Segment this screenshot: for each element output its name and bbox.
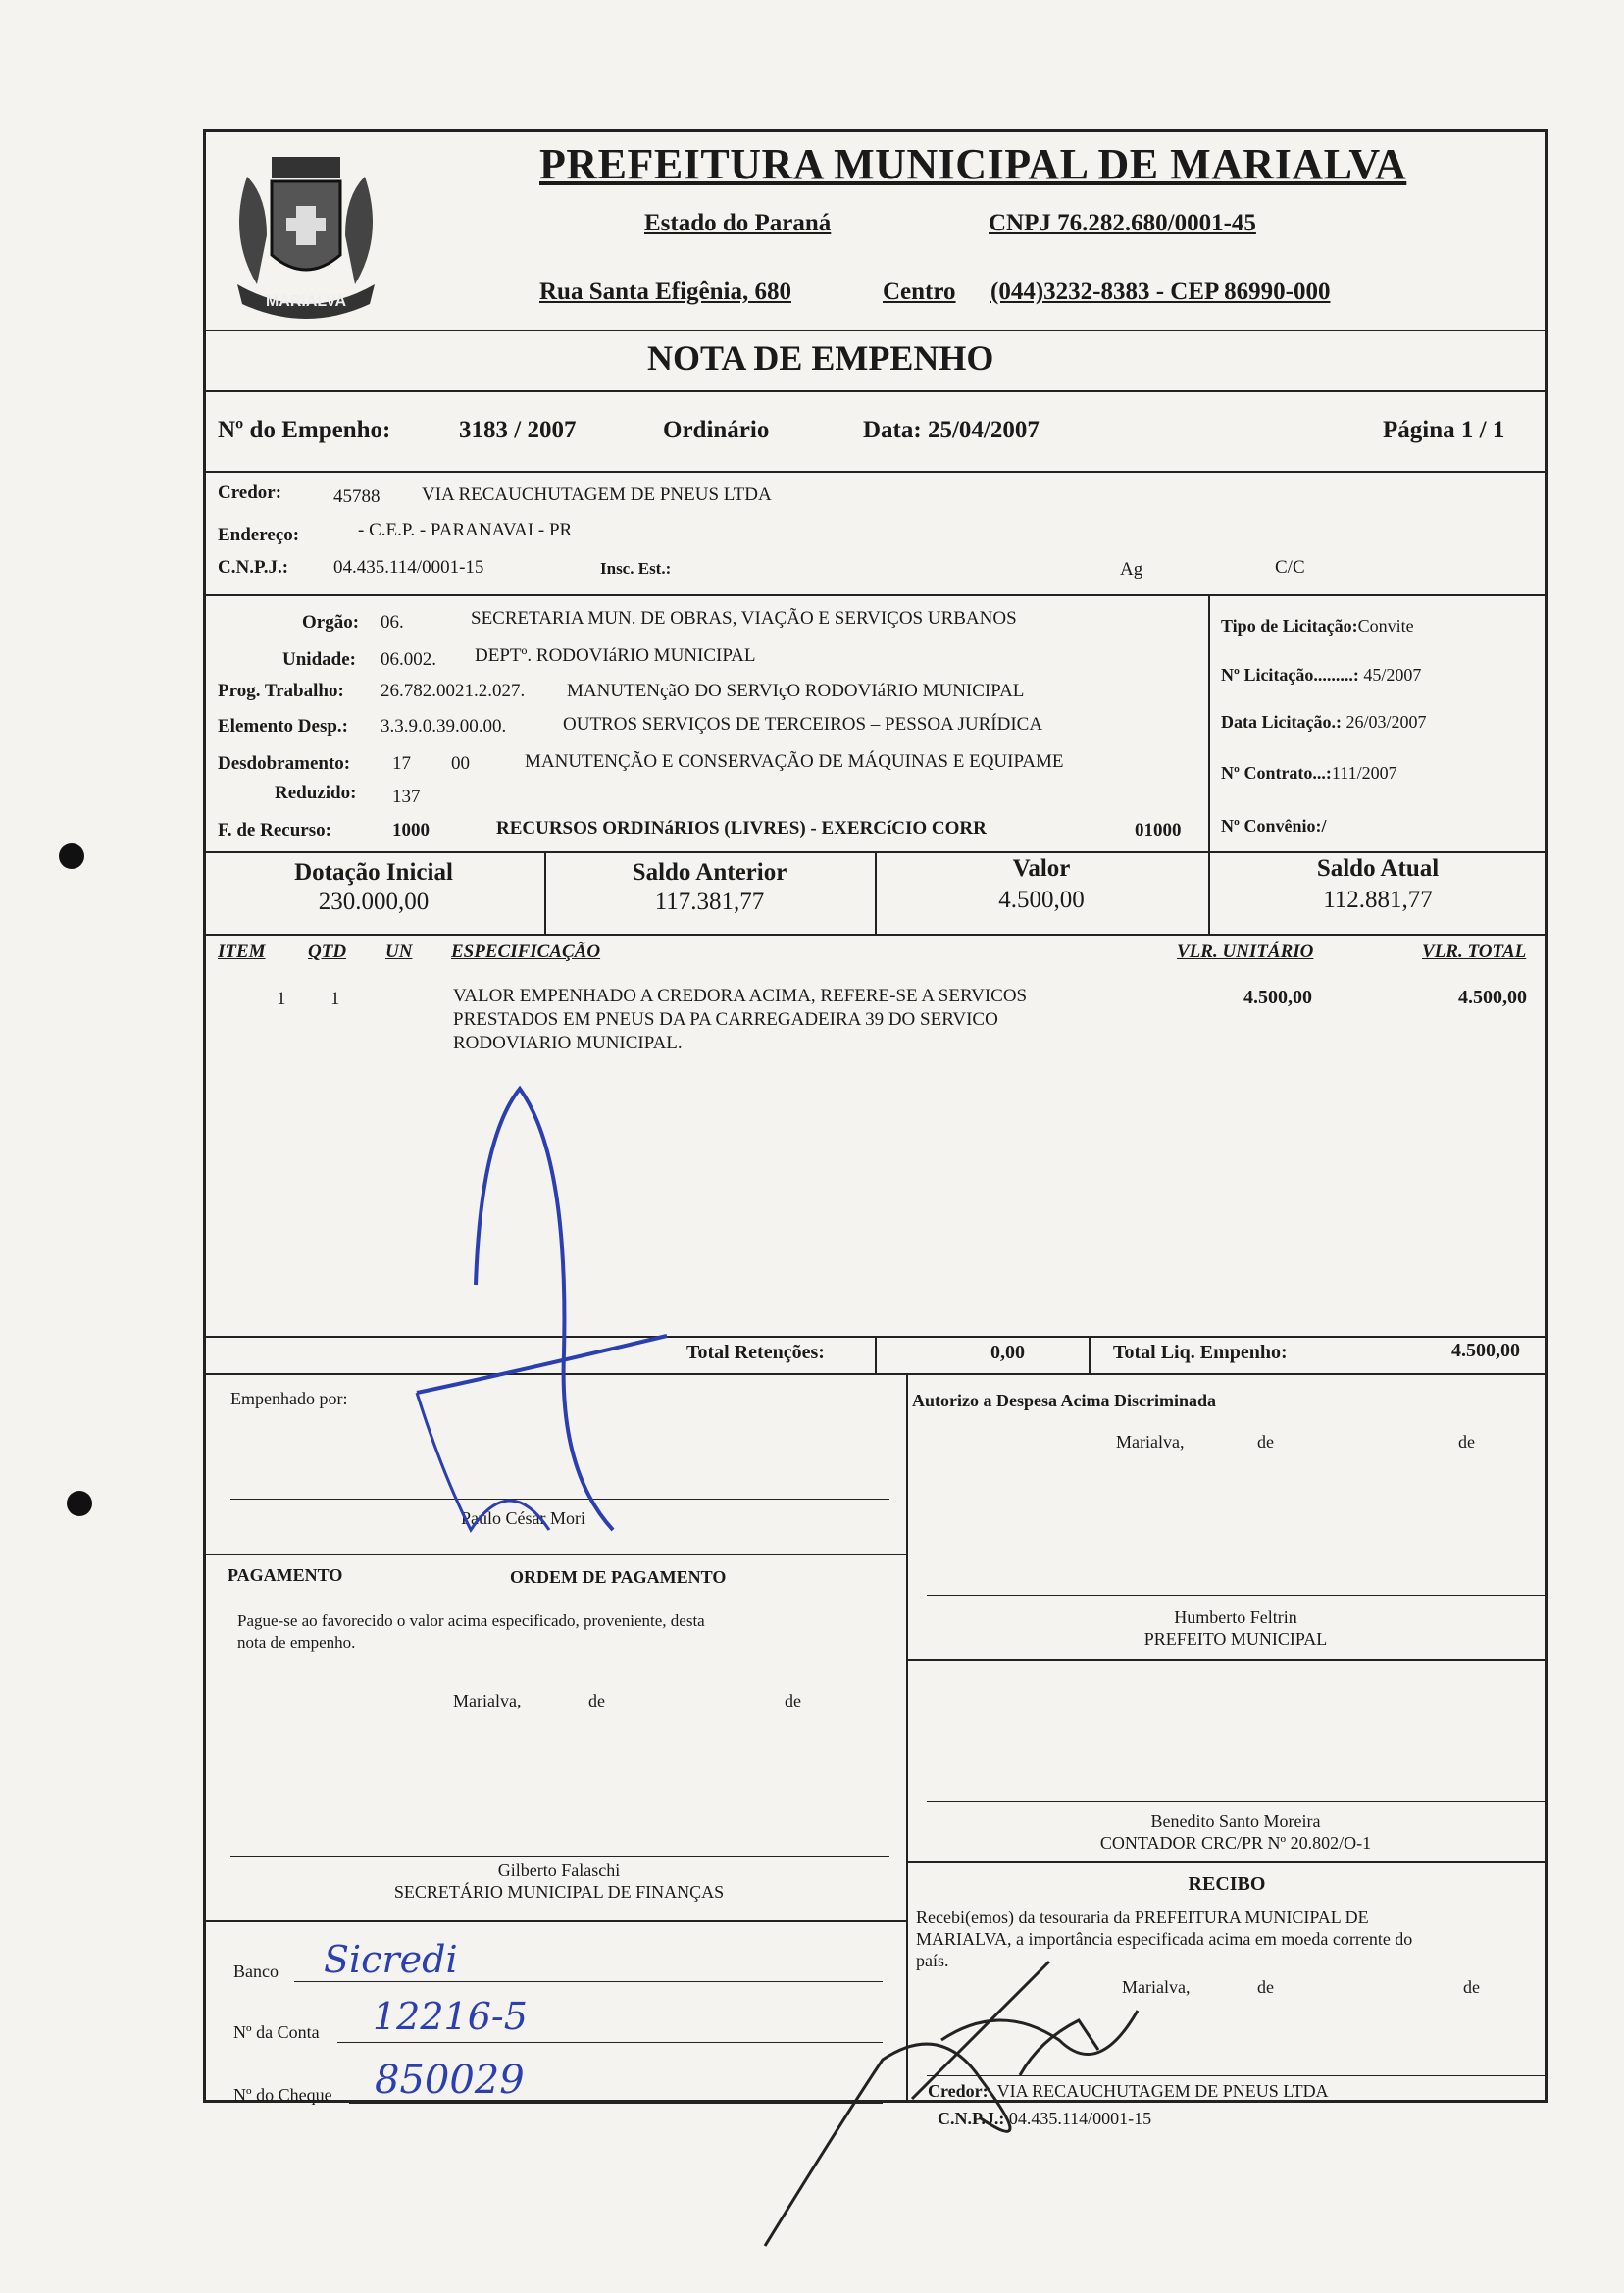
unidade-name: DEPTº. RODOVIáRIO MUNICIPAL bbox=[475, 645, 756, 666]
prefeito-title: PREFEITO MUNICIPAL bbox=[1143, 1629, 1328, 1649]
data-licitacao: Data Licitação.: 26/03/2007 bbox=[1221, 712, 1427, 732]
items-header-total-value: VLR. TOTAL bbox=[1422, 942, 1527, 962]
credor-name: VIA RECAUCHUTAGEM DE PNEUS LTDA bbox=[422, 484, 772, 505]
numero-contrato: Nº Contrato...:111/2007 bbox=[1221, 763, 1397, 783]
orgao-name: SECRETARIA MUN. DE OBRAS, VIAÇÃO E SERVIÇOS URBANOS bbox=[471, 608, 1017, 629]
header-state: Estado do Paraná bbox=[644, 210, 832, 236]
empenho-date: Data: 25/04/2007 bbox=[863, 417, 1040, 443]
empenho-type: Ordinário bbox=[663, 417, 770, 443]
elemento-code: 3.3.9.0.39.00.00. bbox=[381, 716, 507, 737]
crest-banner-text: MARIALVA bbox=[265, 293, 347, 310]
conta-value: 12216-5 bbox=[373, 1995, 528, 2038]
fonte-number: 01000 bbox=[1135, 820, 1182, 841]
balance-label-dotacao: Dotação Inicial bbox=[294, 859, 453, 886]
signature-recibo-stroke bbox=[765, 2044, 1010, 2246]
pagamento-de-1: de bbox=[588, 1691, 605, 1710]
secretario-name: Gilberto Falaschi bbox=[497, 1860, 621, 1880]
item-unit-value: 4.500,00 bbox=[1243, 987, 1312, 1008]
balance-label-valor: Valor bbox=[1012, 855, 1071, 882]
credor-label: Credor: bbox=[218, 483, 282, 503]
items-header-item: ITEM bbox=[218, 942, 266, 962]
total-liquido-value: 4.500,00 bbox=[1451, 1340, 1520, 1361]
ag-label: Ag bbox=[1120, 559, 1143, 580]
contador-name: Benedito Santo Moreira bbox=[1150, 1811, 1321, 1831]
orgao-label: Orgão: bbox=[302, 612, 360, 633]
header-cnpj: CNPJ 76.282.680/0001-45 bbox=[989, 210, 1256, 236]
prefeito-name: Humberto Feltrin bbox=[1174, 1607, 1297, 1627]
empenhado-por-label: Empenhado por: bbox=[230, 1389, 348, 1408]
balance-value-saldo-anterior: 117.381,77 bbox=[654, 889, 765, 915]
signature-empenhado-stroke bbox=[417, 1336, 667, 1393]
cheque-label: Nº do Cheque bbox=[233, 2085, 332, 2105]
items-header-qtd: QTD bbox=[308, 942, 347, 962]
balance-label-saldo-anterior: Saldo Anterior bbox=[632, 859, 787, 886]
tipo-licitacao: Tipo de Licitação:Convite bbox=[1221, 616, 1414, 636]
numero-licitacao: Nº Licitação.........: 45/2007 bbox=[1221, 665, 1422, 685]
orgao-code: 06. bbox=[381, 612, 404, 633]
balance-value-dotacao: 230.000,00 bbox=[318, 889, 430, 915]
fonte-name: RECURSOS ORDINáRIOS (LIVRES) - EXERCíCIO CORR bbox=[496, 818, 987, 839]
header-phone-cep: (044)3232-8383 - CEP 86990-000 bbox=[990, 279, 1331, 305]
cc-label: C/C bbox=[1275, 557, 1305, 578]
items-header-unit-value: VLR. UNITÁRIO bbox=[1177, 942, 1314, 962]
endereco-label: Endereço: bbox=[218, 525, 300, 545]
item-number: 1 bbox=[277, 989, 286, 1009]
item-total-value: 4.500,00 bbox=[1458, 987, 1527, 1008]
pagamento-de-2: de bbox=[785, 1691, 801, 1710]
balance-value-saldo-atual: 112.881,77 bbox=[1323, 887, 1433, 913]
desdobramento-label: Desdobramento: bbox=[218, 753, 351, 774]
pagamento-label: PAGAMENTO bbox=[228, 1565, 343, 1585]
recibo-text: Recebi(emos) da tesouraria da PREFEITURA MUNICIPAL DE MARIALVA, a importância especificada acima em moeda corrente do país. bbox=[916, 1908, 1413, 1970]
empenho-number-label: Nº do Empenho: bbox=[218, 417, 391, 443]
autorizo-label: Autorizo a Despesa Acima Discriminada bbox=[912, 1391, 1216, 1410]
credor-code: 45788 bbox=[333, 486, 381, 507]
autorizo-city: Marialva, bbox=[1116, 1432, 1185, 1452]
reduzido-label: Reduzido: bbox=[275, 783, 357, 803]
signature-recibo-stroke bbox=[1020, 2020, 1098, 2075]
endereco-value: - C.E.P. - PARANAVAI - PR bbox=[358, 520, 573, 540]
autorizo-de-1: de bbox=[1257, 1432, 1274, 1452]
desdobramento-a: 17 bbox=[392, 753, 411, 774]
desdobramento-b: 00 bbox=[451, 753, 470, 774]
numero-convenio: Nº Convênio:/ bbox=[1221, 816, 1327, 836]
ordem-pagamento-label: ORDEM DE PAGAMENTO bbox=[510, 1567, 727, 1587]
banco-value: Sicredi bbox=[324, 1938, 458, 1981]
doc-title: NOTA DE EMPENHO bbox=[647, 338, 994, 378]
items-header-spec: ESPECIFICAÇÃO bbox=[451, 942, 601, 962]
credor-cnpj: 04.435.114/0001-15 bbox=[333, 557, 484, 578]
pagamento-city: Marialva, bbox=[453, 1691, 522, 1710]
fonte-code: 1000 bbox=[392, 820, 430, 841]
signature-empenhado-stroke bbox=[476, 1089, 613, 1530]
page-title: PREFEITURA MUNICIPAL DE MARIALVA bbox=[539, 140, 1407, 188]
recibo-title: RECIBO bbox=[1188, 1873, 1266, 1895]
reduzido-value: 137 bbox=[392, 787, 421, 807]
cnpj-label: C.N.P.J.: bbox=[218, 557, 289, 578]
item-qty: 1 bbox=[330, 989, 340, 1009]
insc-label: Insc. Est.: bbox=[600, 559, 672, 578]
pagamento-text: Pague-se ao favorecido o valor acima especificado, proveniente, desta nota de empenho. bbox=[237, 1611, 705, 1652]
recibo-city: Marialva, bbox=[1122, 1977, 1191, 1997]
total-retencoes-value: 0,00 bbox=[990, 1342, 1025, 1363]
banco-label: Banco bbox=[233, 1962, 279, 1981]
autorizo-de-2: de bbox=[1458, 1432, 1475, 1452]
unidade-code: 06.002. bbox=[381, 649, 436, 670]
recibo-cnpj: C.N.P.J.: 04.435.114/0001-15 bbox=[938, 2109, 1152, 2128]
balance-value-valor: 4.500,00 bbox=[998, 887, 1085, 913]
elemento-name: OUTROS SERVIÇOS DE TERCEIROS – PESSOA JURÍDICA bbox=[563, 714, 1043, 735]
empenho-number: 3183 / 2007 bbox=[459, 417, 577, 443]
cheque-value: 850029 bbox=[375, 2058, 525, 2103]
empenhado-por-name: Paulo César Mori bbox=[461, 1508, 585, 1528]
contador-title: CONTADOR CRC/PR Nº 20.802/O-1 bbox=[1099, 1833, 1372, 1853]
recibo-credor: Credor: VIA RECAUCHUTAGEM DE PNEUS LTDA bbox=[928, 2081, 1329, 2101]
signature-empenhado-stroke bbox=[417, 1393, 549, 1530]
unidade-label: Unidade: bbox=[282, 649, 356, 670]
items-header-un: UN bbox=[385, 942, 413, 962]
recibo-de-1: de bbox=[1257, 1977, 1274, 1997]
fonte-label: F. de Recurso: bbox=[218, 820, 331, 841]
conta-label: Nº da Conta bbox=[233, 2022, 320, 2042]
elemento-label: Elemento Desp.: bbox=[218, 716, 348, 737]
prog-label: Prog. Trabalho: bbox=[218, 681, 344, 701]
prog-code: 26.782.0021.2.027. bbox=[381, 681, 526, 701]
header-district: Centro bbox=[883, 279, 956, 305]
page-number: Página 1 / 1 bbox=[1383, 417, 1505, 443]
signature-recibo-stroke bbox=[912, 1962, 1138, 2099]
total-liquido-label: Total Liq. Empenho: bbox=[1113, 1342, 1288, 1363]
total-retencoes-label: Total Retenções: bbox=[686, 1342, 825, 1363]
secretario-title: SECRETÁRIO MUNICIPAL DE FINANÇAS bbox=[393, 1882, 725, 1902]
prog-name: MANUTENçãO DO SERVIçO RODOVIáRIO MUNICIPAL bbox=[567, 681, 1025, 701]
item-spec: VALOR EMPENHADO A CREDORA ACIMA, REFERE-SE A SERVICOS PRESTADOS EM PNEUS DA PA CARREGADEIRA 39 DO SERVICO RODOVIARIO MUNICIPAL. bbox=[453, 986, 1028, 1053]
desdobramento-name: MANUTENÇÃO E CONSERVAÇÃO DE MÁQUINAS E EQUIPAME bbox=[525, 751, 1064, 772]
recibo-de-2: de bbox=[1463, 1977, 1480, 1997]
balance-label-saldo-atual: Saldo Atual bbox=[1316, 855, 1440, 882]
header-street: Rua Santa Efigênia, 680 bbox=[539, 279, 791, 305]
